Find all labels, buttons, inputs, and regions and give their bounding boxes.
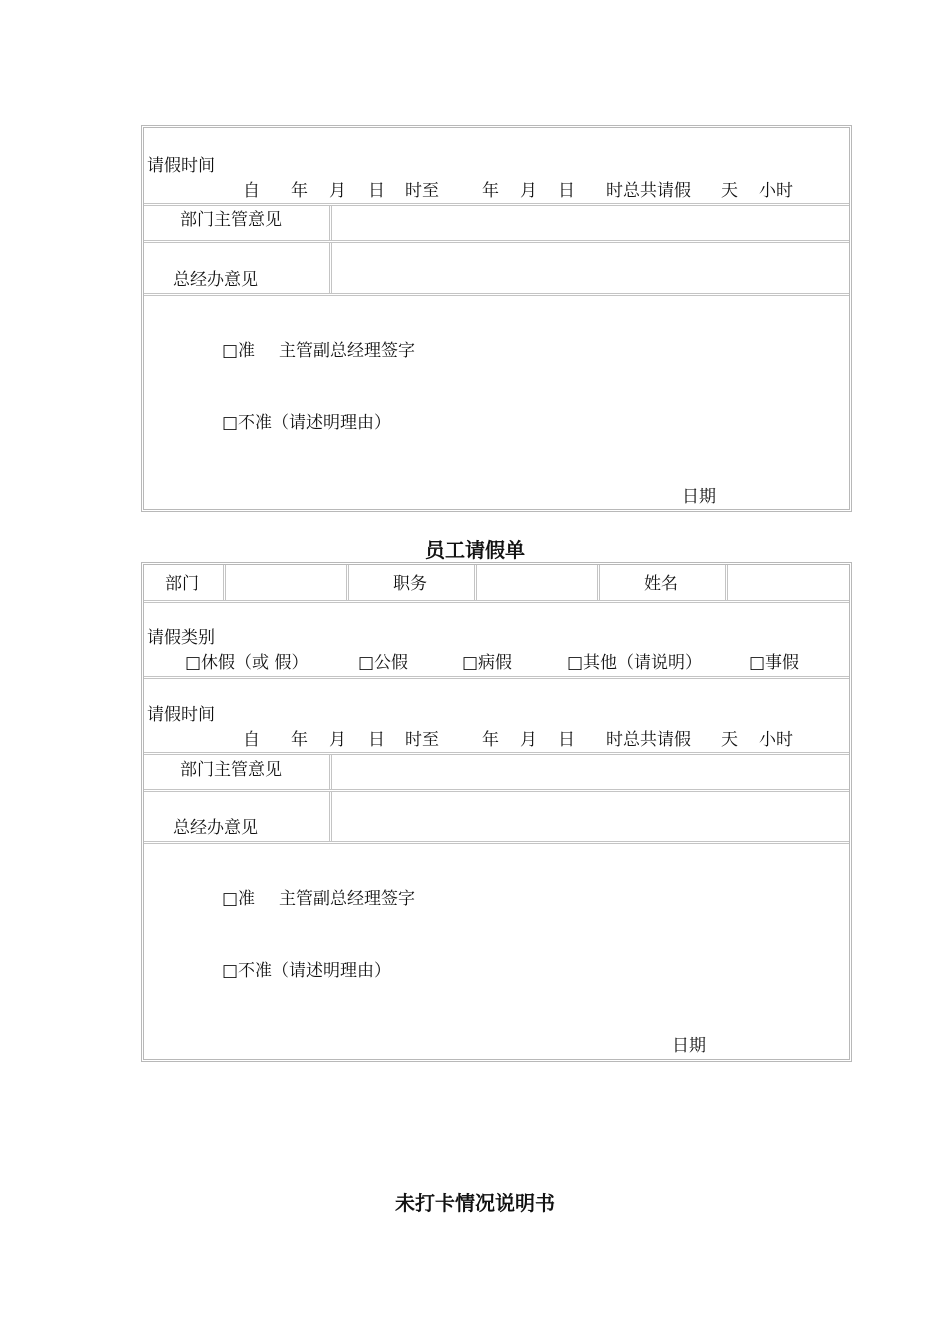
gm-office-opinion-field[interactable] <box>335 792 846 841</box>
section-title: 未打卡情况说明书 <box>395 1191 555 1215</box>
time-days: 天 <box>721 730 738 750</box>
time-day-1: 日 <box>368 181 385 201</box>
gm-office-opinion-row <box>144 243 849 296</box>
dept-head-opinion-label: 部门主管意见 <box>180 760 282 780</box>
top-leave-form <box>141 125 852 512</box>
time-total: 时总共请假 <box>606 730 691 750</box>
position-label-cell <box>349 565 477 600</box>
time-year-1: 年 <box>291 730 308 750</box>
department-field[interactable] <box>226 565 349 600</box>
leave-type-vacation[interactable]: □休假（或 假） <box>185 653 309 673</box>
form-title: 员工请假单 <box>425 538 525 562</box>
time-year-1: 年 <box>291 181 308 201</box>
time-total: 时总共请假 <box>606 181 691 201</box>
gm-office-opinion-field[interactable] <box>335 243 846 293</box>
signature-label: 主管副总经理签字 <box>279 341 415 361</box>
time-year-2: 年 <box>482 730 499 750</box>
time-hour-to: 时至 <box>405 181 439 201</box>
leave-time-row <box>144 679 849 755</box>
name-label-cell <box>600 565 728 600</box>
time-hours: 小时 <box>759 181 793 201</box>
gm-office-opinion-label: 总经办意见 <box>173 818 258 838</box>
leave-type-other[interactable]: □其他（请说明） <box>567 653 703 673</box>
time-month-1: 月 <box>329 730 346 750</box>
time-hour-to: 时至 <box>405 730 439 750</box>
date-label: 日期 <box>682 487 716 507</box>
time-month-2: 月 <box>520 730 537 750</box>
dept-head-opinion-field[interactable] <box>335 206 846 240</box>
time-hours: 小时 <box>759 730 793 750</box>
time-from: 自 <box>243 181 260 201</box>
leave-time-row <box>144 128 849 206</box>
department-label: 部门 <box>165 574 199 594</box>
gm-office-opinion-label-cell <box>147 792 332 841</box>
gm-office-opinion-row <box>144 792 849 844</box>
dept-head-opinion-label: 部门主管意见 <box>180 210 282 230</box>
dept-head-opinion-label-cell <box>147 755 332 789</box>
approval-row <box>144 296 849 509</box>
dept-head-opinion-row <box>144 206 849 243</box>
leave-type-row <box>144 603 849 679</box>
leave-type-personal[interactable]: □事假 <box>749 653 800 673</box>
gm-office-opinion-label: 总经办意见 <box>173 270 258 290</box>
signature-label: 主管副总经理签字 <box>279 889 415 909</box>
time-day-1: 日 <box>368 730 385 750</box>
time-days: 天 <box>721 181 738 201</box>
time-from: 自 <box>243 730 260 750</box>
position-field[interactable] <box>477 565 600 600</box>
leave-time-label: 请假时间 <box>147 705 215 725</box>
leave-time-line <box>144 181 849 203</box>
employee-leave-form <box>141 562 852 1062</box>
leave-type-label: 请假类别 <box>147 628 215 648</box>
time-year-2: 年 <box>482 181 499 201</box>
time-day-2: 日 <box>558 181 575 201</box>
time-month-2: 月 <box>520 181 537 201</box>
position-label: 职务 <box>393 574 427 594</box>
approve-checkbox[interactable]: □准 <box>222 889 256 909</box>
time-month-1: 月 <box>329 181 346 201</box>
leave-type-official[interactable]: □公假 <box>358 653 409 673</box>
time-day-2: 日 <box>558 730 575 750</box>
gm-office-opinion-label-cell <box>147 243 332 293</box>
leave-type-sick[interactable]: □病假 <box>462 653 513 673</box>
reject-checkbox[interactable]: □不准（请述明理由） <box>222 413 392 433</box>
header-row <box>144 565 849 603</box>
dept-head-opinion-label-cell <box>147 206 332 240</box>
dept-head-opinion-field[interactable] <box>335 755 846 789</box>
name-field[interactable] <box>728 565 846 600</box>
leave-time-line <box>144 730 849 752</box>
name-label: 姓名 <box>644 574 678 594</box>
reject-checkbox[interactable]: □不准（请述明理由） <box>222 961 392 981</box>
date-label: 日期 <box>672 1036 706 1056</box>
dept-head-opinion-row <box>144 755 849 792</box>
department-label-cell <box>147 565 226 600</box>
approval-row <box>144 844 849 1059</box>
approve-checkbox[interactable]: □准 <box>222 341 256 361</box>
leave-time-label: 请假时间 <box>147 156 215 176</box>
